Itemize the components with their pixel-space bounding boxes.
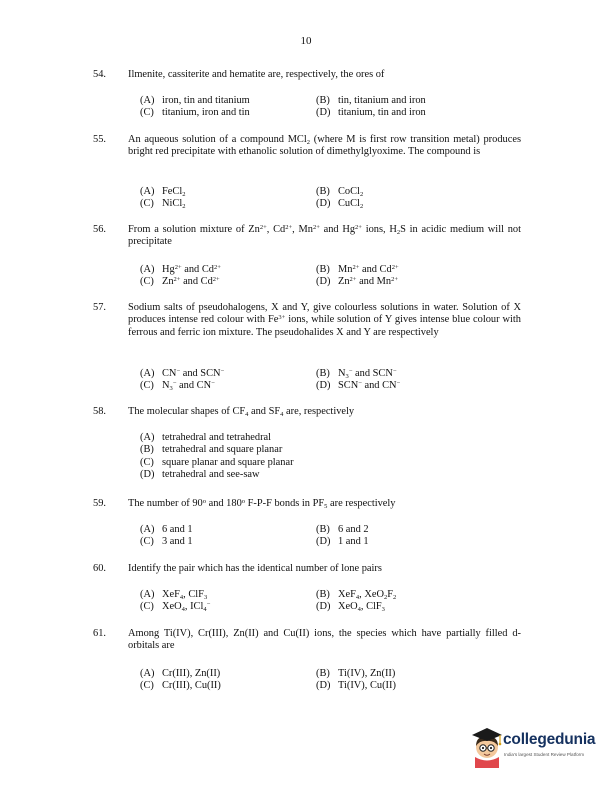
option-a [140, 668, 220, 680]
option-label: (D) [316, 380, 331, 392]
option-label: (D) [140, 469, 155, 481]
option-c [140, 107, 250, 119]
option-d [316, 536, 369, 548]
option-label: (B) [316, 589, 330, 600]
options [140, 368, 523, 393]
option-text: Ti(IV), Zn(II) [338, 668, 396, 679]
option-c [140, 380, 215, 392]
option-label: (D) [316, 107, 331, 119]
option-text: CoCl$_2$ [338, 186, 364, 198]
option-text: XeO$_4$, ICl$_4$− [162, 601, 211, 614]
option-c [140, 457, 294, 469]
option-label: (C) [140, 276, 154, 288]
option-c [140, 601, 210, 613]
option-c [140, 198, 185, 210]
option-label: (D) [316, 276, 331, 288]
question-text: An aqueous solution of a compound MCl$_2$ (where M is first row transition metal) produces bright red precipitate with ethanolic solution of dimethylglyoxime. The compound is [128, 134, 521, 158]
option-c [140, 276, 220, 288]
option-label: (B) [316, 668, 330, 679]
option-label: (C) [140, 601, 154, 613]
option-d [316, 107, 426, 119]
question-number: 55. [93, 134, 106, 145]
question-text: Identify the pair which has the identical number of lone pairs [128, 563, 382, 574]
option-a [140, 589, 207, 601]
collegedunia-logo [470, 726, 605, 774]
option-text: Cr(III), Cu(II) [162, 680, 221, 692]
question-number: 60. [93, 563, 106, 574]
question-number: 54. [93, 69, 106, 80]
logo-brand: collegedunia [503, 731, 596, 748]
option-label: (C) [140, 680, 154, 692]
question-number: 57. [93, 302, 106, 313]
option-label: (D) [316, 680, 331, 692]
question-text: Among Ti(IV), Cr(III), Zn(II) and Cu(II) ions, the species which have partially filled d-orbitals are [128, 628, 521, 652]
option-b [316, 264, 399, 276]
option-b [316, 668, 395, 680]
option-b [316, 589, 396, 601]
option-label: (A) [140, 368, 155, 379]
option-text: $N_3^-$ and SCN− [338, 368, 397, 380]
question-text: From a solution mixture of $Zn^{2+}$, $Cd^{2+}$, $Mn^{2+}$ and $Hg^{2+}$ ions, $H_2S$ in acidic medium will not precipitate [128, 224, 521, 248]
option-label: (A) [140, 589, 155, 600]
question-number: 56. [93, 224, 106, 235]
question-number: 58. [93, 406, 106, 417]
option-text: 6 and 1 [162, 524, 193, 535]
option-label: (B) [140, 444, 154, 456]
option-text: NiCl$_2$ [162, 198, 186, 211]
option-text: 6 and 2 [338, 524, 369, 535]
option-b [316, 95, 426, 107]
question-number: 61. [93, 628, 106, 639]
option-label: (C) [140, 380, 154, 392]
option-label: (B) [316, 524, 330, 535]
option-b [316, 186, 363, 198]
option-label: (C) [140, 536, 154, 548]
options [140, 186, 523, 211]
option-c [140, 680, 221, 692]
options [140, 432, 523, 482]
option-text: square planar and square planar [162, 456, 294, 468]
option-text: XeO$_4$, ClF$_3$ [338, 601, 385, 614]
options [140, 95, 523, 120]
option-b [140, 444, 282, 456]
logo-tagline: India's largest Student Review Platform [504, 752, 585, 757]
option-text: $Zn^{2+}$ and $Mn^{2+}$ [338, 276, 399, 288]
option-label: (A) [140, 524, 155, 535]
option-d [316, 680, 396, 692]
option-label: (C) [140, 198, 154, 210]
option-text: CN− and SCN− [162, 368, 225, 379]
mascot-icon [470, 726, 504, 768]
option-a [140, 368, 224, 380]
option-d [316, 276, 398, 288]
options [140, 524, 523, 549]
option-text: 1 and 1 [338, 536, 369, 548]
option-text: Cr(III), Zn(II) [162, 668, 221, 679]
option-label: (A) [140, 668, 155, 679]
option-text: XeF$_4$, $XeO_2F_2$ [338, 589, 397, 601]
option-label: (A) [140, 186, 155, 197]
option-d [316, 198, 363, 210]
question-number: 59. [93, 498, 106, 509]
option-text: FeCl$_2$ [162, 186, 186, 198]
option-label: (D) [316, 536, 331, 548]
option-text: SCN− and CN− [338, 380, 401, 392]
option-b [316, 368, 397, 380]
option-d [140, 469, 260, 481]
option-text: titanium, tin and iron [338, 107, 426, 119]
option-a [140, 264, 221, 276]
option-d [316, 380, 400, 392]
option-label: (B) [316, 264, 330, 275]
option-text: $Hg^{2+}$ and $Cd^{2+}$ [162, 264, 221, 275]
options [140, 668, 523, 693]
question-text: The molecular shapes of $CF_4$ and $SF_4$ are, respectively [128, 406, 355, 418]
option-label: (D) [316, 198, 331, 210]
question-text: The number of 90$^o$ and 180$^o$ F-P-F bonds in $PF_5$ are respectively [128, 498, 396, 510]
option-label: (A) [140, 95, 155, 106]
question-text: Ilmenite, cassiterite and hematite are, respectively, the ores of [128, 69, 385, 80]
option-text: titanium, iron and tin [162, 107, 250, 119]
option-text: XeF$_4$, ClF$_3$ [162, 589, 208, 601]
option-label: (C) [140, 456, 154, 468]
options [140, 264, 523, 289]
option-text: tin, titanium and iron [338, 95, 426, 106]
option-a [140, 524, 193, 536]
option-a [140, 186, 185, 198]
option-text: tetrahedral and tetrahedral [162, 432, 272, 443]
question-text: Sodium salts of pseudohalogens, X and Y, give colourless solutions in water. Solution of X produces intense red colour with $Fe^{3+}$ ions, while solution of Y gives intense blue colour with ferrous and ferric ion mixture. The pseudohalides X and Y are respectively [128, 302, 521, 338]
option-label: (C) [140, 107, 154, 119]
option-text: tetrahedral and see-saw [162, 469, 260, 481]
option-text: $N_3^-$ and CN− [162, 380, 215, 393]
option-label: (B) [316, 368, 330, 379]
option-text: iron, tin and titanium [162, 95, 250, 106]
option-d [316, 601, 385, 613]
option-text: 3 and 1 [162, 536, 193, 548]
option-a [140, 432, 271, 444]
option-c [140, 536, 193, 548]
option-label: (D) [316, 601, 331, 613]
option-text: $Zn^{2+}$ and $Cd^{2+}$ [162, 276, 220, 288]
option-text: tetrahedral and square planar [162, 444, 283, 456]
option-text: Ti(IV), Cu(II) [338, 680, 396, 692]
option-text: CuCl$_2$ [338, 198, 364, 211]
option-label: (B) [316, 186, 330, 197]
option-label: (A) [140, 432, 155, 443]
page-number: 10 [300, 35, 312, 47]
option-text: $Mn^{2+}$ and $Cd^{2+}$ [338, 264, 399, 275]
option-label: (A) [140, 264, 155, 275]
option-b [316, 524, 369, 536]
options [140, 589, 523, 614]
option-label: (B) [316, 95, 330, 106]
option-a [140, 95, 250, 107]
